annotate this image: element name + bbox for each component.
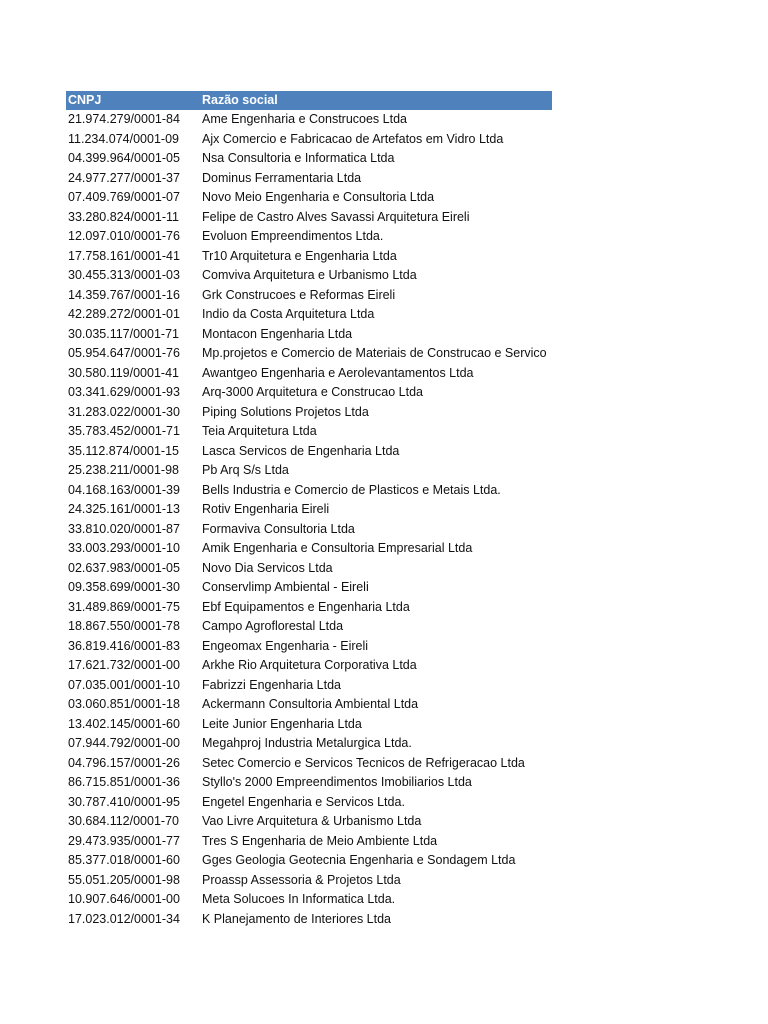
cnpj-cell: 21.974.279/0001-84 [68,112,180,126]
cnpj-cell: 33.003.293/0001-10 [68,541,180,555]
cnpj-cell: 30.787.410/0001-95 [68,794,180,809]
razao-social-cell: Novo Dia Servicos Ltda [202,560,333,575]
cnpj-cell: 33.810.020/0001-87 [68,521,180,536]
table-row [66,286,552,306]
cnpj-cell: 10.907.646/0001-00 [68,892,180,906]
cnpj-cell: 55.051.205/0001-98 [68,872,180,887]
cnpj-cell: 03.341.629/0001-93 [68,385,180,399]
cnpj-cell: 07.035.001/0001-10 [68,677,180,692]
cnpj-cell: 17.758.161/0001-41 [68,248,180,263]
table-row [66,403,552,423]
cnpj-cell: 17.023.012/0001-34 [68,911,180,926]
table-row [66,793,552,813]
cnpj-cell: 05.954.647/0001-76 [68,346,180,360]
razao-social-cell: Ajx Comercio e Fabricacao de Artefatos em Vidro Ltda [202,131,504,146]
table-row [66,208,552,228]
cnpj-cell: 04.399.964/0001-05 [68,151,180,165]
table-row [66,734,552,754]
cnpj-cell: 30.455.313/0001-03 [68,268,180,282]
razao-social-cell: Conservlimp Ambiental - Eireli [202,580,369,594]
cnpj-cell: 85.377.018/0001-60 [68,853,180,867]
table-row [66,130,552,150]
table-row [66,500,552,520]
table-row [66,910,552,930]
razao-social-cell: Awantgeo Engenharia e Aerolevantamentos Ltda [202,365,474,380]
cnpj-cell: 24.977.277/0001-37 [68,170,180,185]
table-row [66,266,552,286]
cnpj-cell: 31.489.869/0001-75 [68,599,180,614]
cnpj-cell: 04.168.163/0001-39 [68,482,180,497]
table-row [66,890,552,910]
razao-social-cell: Teia Arquitetura Ltda [202,424,317,438]
header-cnpj: CNPJ [68,93,102,107]
razao-social-cell: Novo Meio Engenharia e Consultoria Ltda [202,190,435,204]
table-row [66,695,552,715]
razao-social-cell: Grk Construcoes e Reformas Eireli [202,287,396,302]
table-row [66,637,552,657]
table-row [66,598,552,618]
cnpj-cell: 09.358.699/0001-30 [68,580,180,594]
cnpj-cell: 30.580.119/0001-41 [68,365,179,380]
table-row [66,325,552,345]
table-row [66,871,552,891]
table-row [66,188,552,208]
company-table [66,91,552,929]
razao-social-cell: Tr10 Arquitetura e Engenharia Ltda [202,248,397,263]
table-row [66,559,552,579]
table-row [66,851,552,871]
cnpj-cell: 07.944.792/0001-00 [68,736,180,750]
table-row [66,169,552,189]
cnpj-cell: 12.097.010/0001-76 [68,229,180,243]
razao-social-cell: Bells Industria e Comercio de Plasticos e Metais Ltda. [202,482,501,497]
razao-social-cell: Proassp Assessoria & Projetos Ltda [202,872,401,887]
razao-social-cell: Comviva Arquitetura e Urbanismo Ltda [202,268,417,282]
cnpj-cell: 18.867.550/0001-78 [68,619,180,633]
razao-social-cell: Tres S Engenharia de Meio Ambiente Ltda [202,833,438,848]
cnpj-cell: 42.289.272/0001-01 [68,307,180,321]
cnpj-cell: 04.796.157/0001-26 [68,755,180,770]
table-row [66,539,552,559]
razao-social-cell: Formaviva Consultoria Ltda [202,521,355,536]
razao-social-cell: K Planejamento de Interiores Ltda [202,911,392,926]
table-row [66,461,552,481]
razao-social-cell: Felipe de Castro Alves Savassi Arquitetura Eireli [202,209,470,224]
cnpj-cell: 33.280.824/0001-11 [68,209,179,224]
razao-social-cell: Ackermann Consultoria Ambiental Ltda [202,697,419,711]
cnpj-cell: 13.402.145/0001-60 [68,716,180,731]
cnpj-cell: 17.621.732/0001-00 [68,658,180,672]
razao-social-cell: Vao Livre Arquitetura & Urbanismo Ltda [202,814,422,828]
cnpj-cell: 24.325.161/0001-13 [68,502,180,516]
table-row [66,344,552,364]
cnpj-cell: 31.283.022/0001-30 [68,404,180,419]
cnpj-cell: 30.035.117/0001-71 [68,326,179,341]
razao-social-cell: Mp.projetos e Comercio de Materiais de Construcao e Servico [202,346,547,360]
table-row [66,149,552,169]
table-row [66,578,552,598]
cnpj-cell: 11.234.074/0001-09 [68,131,179,146]
table-row [66,715,552,735]
razao-social-cell: Ebf Equipamentos e Engenharia Ltda [202,599,410,614]
razao-social-cell: Gges Geologia Geotecnia Engenharia e Sondagem Ltda [202,853,516,867]
razao-social-cell: Lasca Servicos de Engenharia Ltda [202,443,400,458]
table-row [66,305,552,325]
razao-social-cell: Engeomax Engenharia - Eireli [202,638,369,653]
table-row [66,442,552,462]
razao-social-cell: Engetel Engenharia e Servicos Ltda. [202,794,405,809]
table-row [66,383,552,403]
cnpj-cell: 35.783.452/0001-71 [68,424,180,438]
table-body [66,110,552,929]
razao-social-cell: Styllo's 2000 Empreendimentos Imobiliarios Ltda [202,775,472,789]
table-row [66,110,552,130]
razao-social-cell: Fabrizzi Engenharia Ltda [202,677,341,692]
table-row [66,617,552,637]
razao-social-cell: Meta Solucoes In Informatica Ltda. [202,892,396,906]
razao-social-cell: Montacon Engenharia Ltda [202,326,353,341]
razao-social-cell: Amik Engenharia e Consultoria Empresarial Ltda [202,541,473,555]
table-row [66,676,552,696]
table-row [66,247,552,267]
cnpj-cell: 35.112.874/0001-15 [68,443,179,458]
cnpj-cell: 02.637.983/0001-05 [68,560,180,575]
razao-social-cell: Arkhe Rio Arquitetura Corporativa Ltda [202,658,417,672]
razao-social-cell: Leite Junior Engenharia Ltda [202,716,362,731]
razao-social-cell: Rotiv Engenharia Eireli [202,502,330,516]
table-header [66,91,552,110]
cnpj-cell: 03.060.851/0001-18 [68,697,180,711]
razao-social-cell: Piping Solutions Projetos Ltda [202,404,369,419]
razao-social-cell: Ame Engenharia e Construcoes Ltda [202,112,407,126]
table-row [66,520,552,540]
razao-social-cell: Evoluon Empreendimentos Ltda. [202,229,384,243]
table-row [66,481,552,501]
cnpj-cell: 30.684.112/0001-70 [68,814,179,828]
table-row [66,422,552,442]
cnpj-cell: 14.359.767/0001-16 [68,287,180,302]
razao-social-cell: Indio da Costa Arquitetura Ltda [202,307,375,321]
cnpj-cell: 07.409.769/0001-07 [68,190,180,204]
cnpj-cell: 29.473.935/0001-77 [68,833,180,848]
razao-social-cell: Nsa Consultoria e Informatica Ltda [202,151,395,165]
table-row [66,832,552,852]
header-razao-social: Razão social [202,93,278,107]
cnpj-cell: 36.819.416/0001-83 [68,638,180,653]
razao-social-cell: Megahproj Industria Metalurgica Ltda. [202,736,412,750]
table-row [66,754,552,774]
razao-social-cell: Pb Arq S/s Ltda [202,463,289,477]
razao-social-cell: Campo Agroflorestal Ltda [202,619,344,633]
razao-social-cell: Setec Comercio e Servicos Tecnicos de Refrigeracao Ltda [202,755,525,770]
table-row [66,364,552,384]
table-row [66,812,552,832]
table-row [66,227,552,247]
razao-social-cell: Arq-3000 Arquitetura e Construcao Ltda [202,385,423,399]
cnpj-cell: 25.238.211/0001-98 [68,463,179,477]
table-row [66,656,552,676]
razao-social-cell: Dominus Ferramentaria Ltda [202,170,362,185]
table-row [66,773,552,793]
cnpj-cell: 86.715.851/0001-36 [68,775,180,789]
